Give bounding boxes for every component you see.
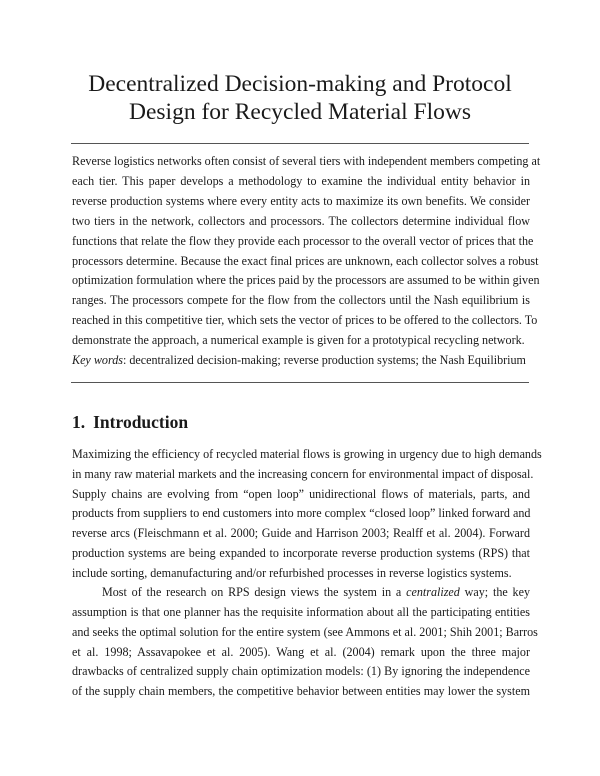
- paragraph-text: Most of the research on RPS design views the system in a: [102, 585, 407, 600]
- paragraph-line: products from suppliers to end customers into more complex “closed loop” linked forward and: [72, 506, 531, 521]
- abstract-line: reverse production systems where every entity acts to maximize its own benefits. We consider: [72, 193, 530, 208]
- paragraph-line: include sorting, demanufacturing and/or refurbished processes in reverse logistics systems.: [72, 565, 512, 580]
- paragraph-line: assumption is that one planner has the requisite information about all the participating entities: [72, 605, 530, 619]
- abstract-line: Reverse logistics networks often consist of several tiers with independent members competing at: [72, 154, 541, 168]
- abstract-bottom-rule: [71, 382, 529, 383]
- paragraph-line: and seeks the optimal solution for the entire system (see Ammons et al. 2001; Shih 2001; Barros: [72, 624, 538, 639]
- section-title: Introduction: [93, 412, 189, 432]
- emphasis-centralized: centralized: [406, 585, 460, 600]
- abstract: [72, 152, 541, 371]
- paragraph-line: [72, 583, 530, 603]
- paragraph-line: et al. 1998; Assavapokee et al. 2005). Wang et al. (2004) remark upon the three major: [72, 644, 530, 659]
- paragraph-line: drawbacks of centralized supply chain optimization models: (1) By ignoring the independence: [72, 664, 530, 679]
- paper-title-line-2: Design for Recycled Material Flows: [129, 99, 471, 125]
- introduction-body: [72, 445, 542, 702]
- section-number: 1.: [72, 412, 86, 432]
- section-heading: [72, 410, 188, 434]
- abstract-line: each tier. This paper develops a methodology to examine the individual entity behavior in: [72, 173, 530, 188]
- abstract-line: ranges. The processors compete for the flow from the collectors until the Nash equilibrium is: [72, 293, 530, 308]
- abstract-line: demonstrate the approach, a numerical example is given for a prototypical recycling network.: [72, 333, 525, 348]
- abstract-top-rule: [71, 143, 529, 144]
- paragraph-text: way; the key: [459, 585, 530, 600]
- paragraph-line: Maximizing the efficiency of recycled material flows is growing in urgency due to high demands: [72, 447, 542, 461]
- keywords-text: : decentralized decision-making; reverse production systems; the Nash Equilibrium: [122, 353, 526, 368]
- abstract-line: functions that relate the flow they provide each processor to the overall vector of prices that the: [72, 233, 534, 248]
- paragraph-line: in many raw material markets and the increasing concern for environmental impact of disposal.: [72, 466, 534, 481]
- paragraph-line: production systems are being expanded to incorporate reverse production systems (RPS) that: [72, 545, 530, 560]
- paragraph-line: Supply chains are evolving from “open loop” unidirectional flows of materials, parts, and: [72, 486, 530, 501]
- abstract-line: two tiers in the network, collectors and processors. The collectors determine individual flow: [72, 213, 530, 228]
- abstract-line: processors determine. Because the exact final prices are unknown, each collector solves a robust: [72, 253, 539, 268]
- paragraph-line: of the supply chain members, the competitive behavior between entities may lower the system: [72, 684, 530, 698]
- paper-title-line-1: Decentralized Decision-making and Protocol: [88, 71, 512, 97]
- keywords-label: Key words: [72, 353, 123, 368]
- paper-title: [40, 70, 560, 126]
- keywords: [72, 351, 530, 371]
- paragraph-line: reverse arcs (Fleischmann et al. 2000; Guide and Harrison 2003; Realff et al. 2004). Forward: [72, 526, 530, 540]
- abstract-line: reached in this competitive tier, which sets the vector of prices to be offered to the collectors. To: [72, 313, 538, 328]
- abstract-line: optimization formulation where the prices paid by the processors are assumed to be within given: [72, 273, 540, 288]
